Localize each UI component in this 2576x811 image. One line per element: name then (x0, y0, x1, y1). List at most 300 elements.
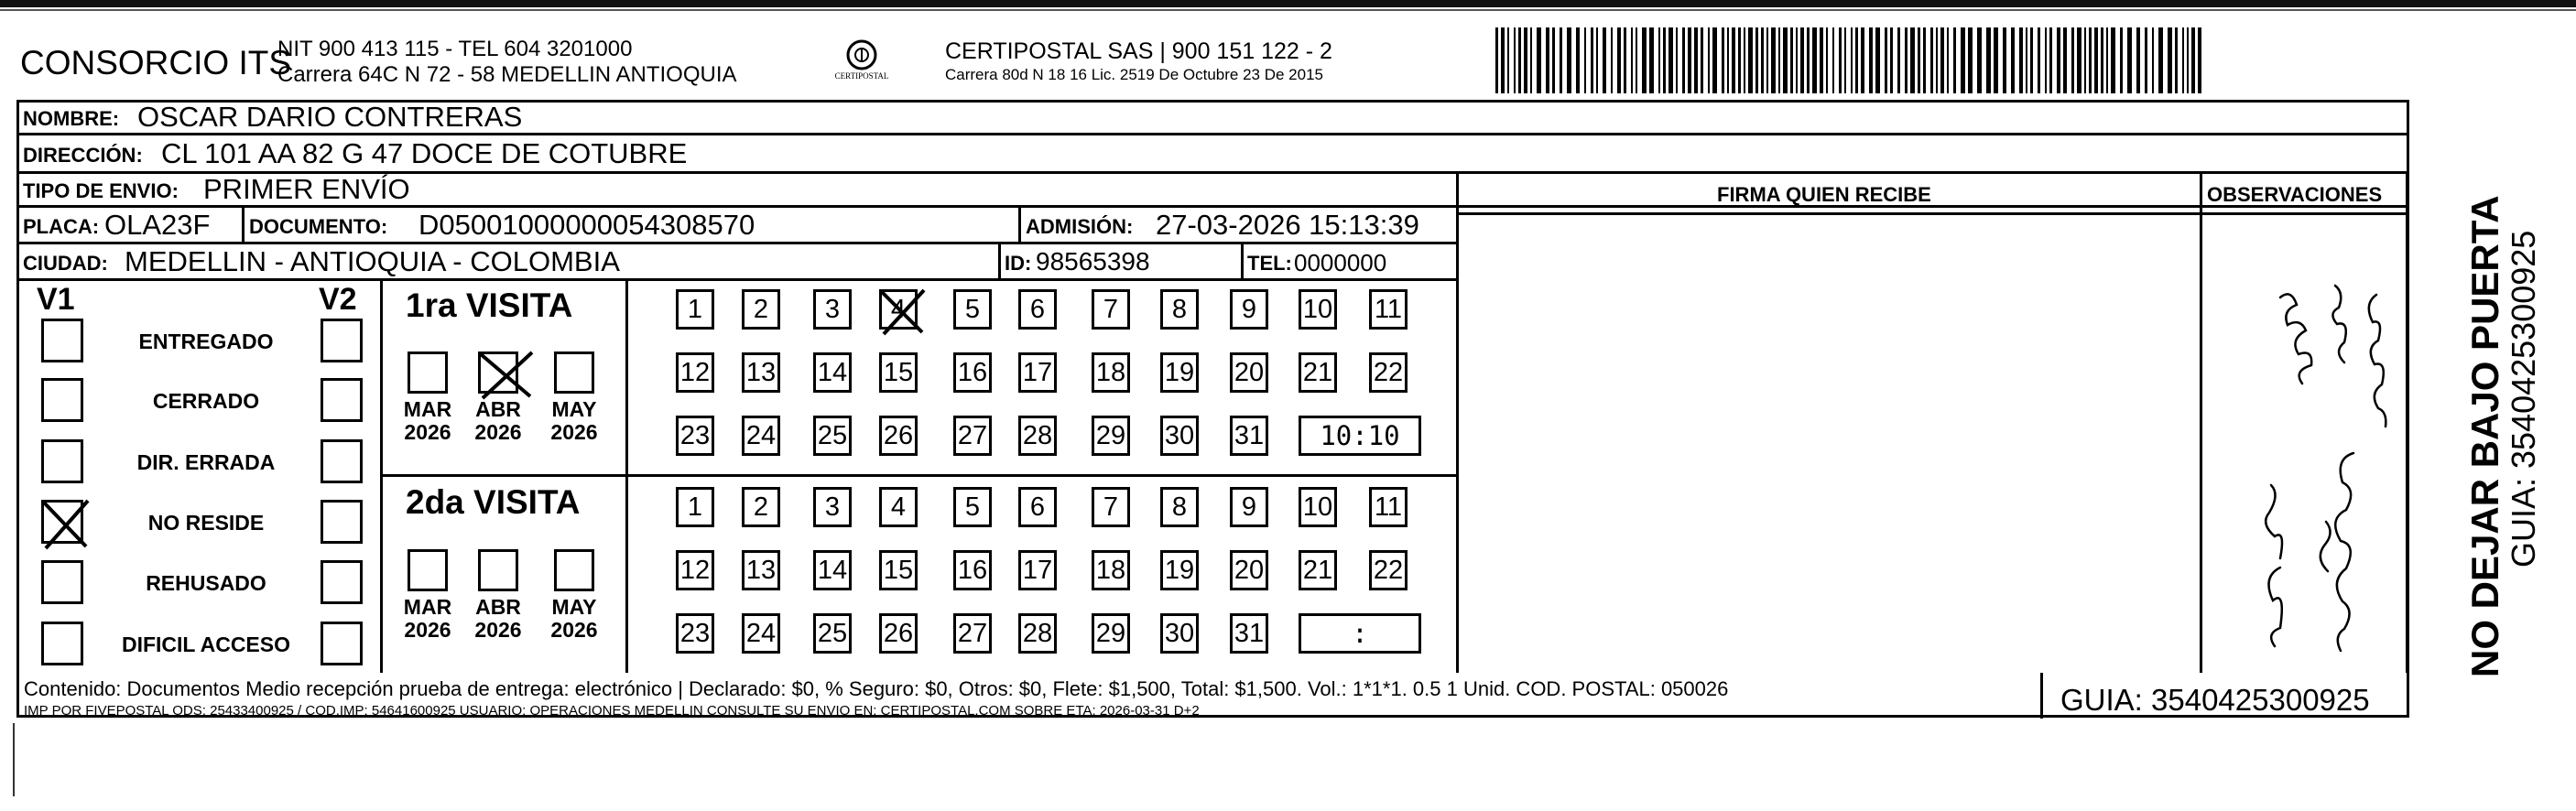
day-box[interactable] (879, 352, 918, 393)
day-box[interactable] (953, 352, 992, 393)
status-label: ENTREGADO (138, 330, 274, 353)
barcode-bar (2101, 27, 2103, 93)
visit2-title: 2da VISITA (406, 483, 581, 521)
day-box[interactable] (1230, 352, 1268, 393)
day-number: 28 (1022, 619, 1053, 648)
checkbox-v1[interactable] (41, 560, 83, 604)
barcode-bar (2049, 27, 2052, 93)
day-number: 8 (1171, 492, 1188, 522)
day-box[interactable] (879, 487, 918, 527)
checkbox-v1[interactable] (41, 500, 83, 544)
barcode-bar (1748, 27, 1753, 93)
checkbox-v1[interactable] (41, 622, 83, 665)
month-checkbox[interactable] (478, 549, 518, 591)
barcode-bar (1663, 27, 1666, 93)
direccion-label: DIRECCIÓN: (23, 144, 143, 167)
barcode-bar (2168, 27, 2172, 93)
day-number: 26 (883, 619, 914, 648)
barcode-bar (1732, 27, 1735, 93)
barcode-bar (1940, 27, 1944, 93)
direccion-value: CL 101 AA 82 G 47 DOCE DE COTUBRE (161, 137, 688, 169)
barcode (1495, 27, 2210, 93)
id-label: ID: (1005, 252, 1032, 275)
day-number: 20 (1234, 556, 1265, 585)
barcode-bar (2011, 27, 2015, 93)
day-box[interactable] (676, 289, 714, 330)
tipo-envio-label: TIPO DE ENVIO: (23, 179, 179, 202)
visit1-title: 1ra VISITA (406, 287, 573, 324)
barcode-bar (1738, 27, 1741, 93)
barcode-bar (1826, 27, 1828, 93)
day-box[interactable] (742, 352, 780, 393)
barcode-bar (1875, 27, 1880, 93)
nombre-label: NOMBRE: (23, 107, 120, 130)
check-x-mark (40, 497, 90, 550)
barcode-bar (1712, 27, 1717, 93)
handwritten-signature (2216, 275, 2399, 668)
day-number: 28 (1022, 421, 1053, 450)
barcode-bar (1936, 27, 1938, 93)
day-number: 22 (1373, 556, 1404, 585)
barcode-bar (2038, 27, 2040, 93)
day-box[interactable] (676, 550, 714, 590)
tel-value: 0000000 (1294, 249, 1387, 276)
day-number: 24 (745, 619, 777, 648)
top-border (0, 0, 2576, 7)
day-box[interactable] (813, 352, 852, 393)
ciudad-value: MEDELLIN - ANTIOQUIA - COLOMBIA (125, 245, 620, 277)
day-number: 18 (1095, 358, 1126, 387)
day-number: 26 (883, 421, 914, 450)
barcode-bar (1890, 27, 1893, 93)
day-box[interactable] (1299, 550, 1337, 590)
day-box[interactable] (879, 289, 918, 330)
day-number: 11 (1374, 295, 1403, 324)
checkbox-v1[interactable] (41, 378, 83, 422)
carrier-line2: Carrera 80d N 18 16 Lic. 2519 De Octubre 23 De 2015 (945, 66, 1323, 83)
day-box[interactable] (879, 613, 918, 654)
day-number: 19 (1164, 358, 1195, 387)
month-checkbox[interactable] (478, 351, 518, 394)
barcode-bar (1897, 27, 1900, 93)
day-number: 9 (1241, 492, 1257, 522)
day-box[interactable] (953, 613, 992, 654)
footer-guia: GUIA: 3540425300925 (2060, 683, 2370, 717)
barcode-bar (1722, 27, 1724, 93)
top-border-thin (0, 9, 2576, 11)
day-number: 18 (1095, 556, 1126, 585)
day-number: 23 (679, 421, 711, 450)
tipo-envio-value: PRIMER ENVÍO (203, 173, 410, 205)
logo-caption: CERTIPOSTAL (834, 71, 889, 81)
documento-label: DOCUMENTO: (249, 215, 388, 238)
day-box[interactable] (676, 487, 714, 527)
barcode-bar (2019, 27, 2023, 93)
day-box[interactable] (1369, 352, 1408, 393)
day-box[interactable] (1299, 352, 1337, 393)
day-box[interactable] (1160, 487, 1199, 527)
day-number: 21 (1302, 358, 1333, 387)
day-box[interactable] (813, 613, 852, 654)
barcode-bar (1560, 27, 1562, 93)
day-box[interactable] (1230, 613, 1268, 654)
month-name: MAR (403, 595, 452, 619)
certipostal-logo (829, 38, 895, 82)
status-label: REHUSADO (146, 571, 266, 595)
day-box[interactable] (1160, 613, 1199, 654)
barcode-bar (2045, 27, 2047, 93)
day-box[interactable] (1230, 550, 1268, 590)
barcode-bar (2003, 27, 2006, 93)
day-number: 10 (1302, 492, 1333, 522)
day-number: 16 (957, 556, 988, 585)
barcode-bar (1771, 27, 1776, 93)
admision-label: ADMISIÓN: (1026, 215, 1134, 238)
day-number: 29 (1095, 619, 1126, 648)
day-box[interactable] (1160, 416, 1199, 456)
placa-label: PLACA: (23, 215, 100, 238)
day-box[interactable] (1018, 416, 1057, 456)
month-label (471, 398, 526, 444)
day-number: 6 (1029, 295, 1046, 324)
day-box[interactable] (1160, 289, 1199, 330)
month-year: 2026 (404, 618, 451, 642)
barcode-bar (2089, 27, 2092, 93)
day-number: 11 (1374, 492, 1403, 522)
day-box[interactable] (953, 289, 992, 330)
month-year: 2026 (404, 420, 451, 444)
barcode-bar (1501, 27, 1505, 93)
day-box[interactable] (1092, 416, 1130, 456)
barcode-bar (1611, 27, 1613, 93)
barcode-bar (1576, 27, 1580, 93)
barcode-bar (1790, 27, 1793, 93)
day-box[interactable] (1230, 289, 1268, 330)
barcode-bar (1676, 27, 1678, 93)
barcode-bar (1567, 27, 1571, 93)
day-number: 6 (1029, 492, 1046, 522)
day-box[interactable] (1299, 487, 1337, 527)
barcode-bar (2084, 27, 2086, 93)
barcode-bar (2175, 27, 2178, 93)
day-number: 19 (1164, 556, 1195, 585)
day-box[interactable] (1092, 352, 1130, 393)
day-box[interactable] (953, 550, 992, 590)
barcode-bar (1546, 27, 1549, 93)
day-box[interactable] (1369, 289, 1408, 330)
barcode-bar (1961, 27, 1965, 93)
day-box[interactable] (1018, 352, 1057, 393)
day-box[interactable] (1018, 487, 1057, 527)
day-box[interactable] (879, 416, 918, 456)
day-number: 7 (1103, 295, 1119, 324)
month-checkbox[interactable] (408, 549, 448, 591)
barcode-bar (1783, 27, 1788, 93)
day-number: 5 (964, 295, 981, 324)
barcode-bar (1947, 27, 1949, 93)
day-box[interactable] (742, 550, 780, 590)
check-x-mark (878, 287, 926, 336)
v1-label: V1 (37, 282, 75, 317)
observaciones-label: OBSERVACIONES (2207, 183, 2383, 206)
admision-value: 27-03-2026 15:13:39 (1156, 209, 1419, 241)
barcode-bar (2111, 27, 2115, 93)
time-value: 10:10 (1320, 420, 1400, 451)
day-number: 23 (679, 619, 711, 648)
barcode-bar (1596, 27, 1598, 93)
ciudad-label: CIUDAD: (23, 252, 108, 275)
barcode-bar (1688, 27, 1691, 93)
barcode-bar (2127, 27, 2132, 93)
day-number: 13 (745, 358, 777, 387)
day-box[interactable] (813, 289, 852, 330)
footer-line1: Contenido: Documentos Medio recepción prueba de entrega: electrónico | Declarado: $0, % Seguro: $0, Otros: $0, Flete: $1,500, Total: $1,500. Vol.: 1*1*1. 0.5 1 Unid. COD. POSTAL: 050026 (24, 677, 1729, 700)
firma-label: FIRMA QUIEN RECIBE (1717, 183, 1931, 206)
day-number: 15 (883, 556, 914, 585)
day-number: 31 (1234, 421, 1265, 450)
barcode-bar (1885, 27, 1887, 93)
day-number: 31 (1234, 619, 1265, 648)
day-number: 27 (957, 421, 988, 450)
barcode-bar (1514, 27, 1516, 93)
barcode-bar (1910, 27, 1915, 93)
barcode-bar (1953, 27, 1956, 93)
documento-value: D05001000000054308570 (418, 209, 755, 241)
day-number: 3 (824, 295, 841, 324)
barcode-bar (1855, 27, 1858, 93)
barcode-bar (1744, 27, 1745, 93)
day-number: 5 (964, 492, 981, 522)
checkbox-v1[interactable] (41, 439, 83, 483)
barcode-bar (2057, 27, 2060, 93)
barcode-bar (1591, 27, 1593, 93)
month-checkbox[interactable] (408, 351, 448, 394)
barcode-bar (1820, 27, 1823, 93)
day-number: 16 (957, 358, 988, 387)
company-name: CONSORCIO ITS (20, 44, 292, 81)
barcode-bar (1552, 27, 1555, 93)
month-name: MAR (403, 397, 452, 421)
day-number: 27 (957, 619, 988, 648)
barcode-bar (2198, 27, 2201, 93)
barcode-bar (1631, 27, 1633, 93)
barcode-bar (1682, 27, 1685, 93)
barcode-bar (1617, 27, 1621, 93)
day-box[interactable] (953, 416, 992, 456)
barcode-bar (1507, 27, 1509, 93)
barcode-bar (1636, 27, 1637, 93)
month-year: 2026 (550, 420, 598, 444)
month-label (400, 398, 455, 444)
barcode-bar (1642, 27, 1647, 93)
day-number: 10 (1302, 295, 1333, 324)
nombre-value: OSCAR DARIO CONTRERAS (137, 101, 523, 133)
checkbox-v2[interactable] (321, 500, 363, 544)
company-line2: Carrera 64C N 72 - 58 MEDELLIN ANTIOQUIA (277, 62, 737, 87)
barcode-bar (1624, 27, 1626, 93)
day-box[interactable] (742, 289, 780, 330)
day-number: 30 (1164, 421, 1195, 450)
barcode-bar (2094, 27, 2098, 93)
day-box[interactable] (742, 613, 780, 654)
barcode-bar (1537, 27, 1541, 93)
day-number: 13 (745, 556, 777, 585)
time-value: : (1352, 618, 1368, 649)
barcode-bar (2158, 27, 2163, 93)
checkbox-v2[interactable] (321, 439, 363, 483)
day-number: 17 (1022, 358, 1053, 387)
barcode-bar (1727, 27, 1729, 93)
barcode-bar (1766, 27, 1768, 93)
month-label (471, 596, 526, 642)
day-number: 3 (824, 492, 841, 522)
barcode-bar (1603, 27, 1606, 93)
barcode-bar (1986, 27, 1991, 93)
day-number: 30 (1164, 619, 1195, 648)
barcode-bar (1800, 27, 1804, 93)
side-warning: NO DEJAR BAJO PUERTA (2463, 195, 2506, 677)
month-name: MAY (551, 595, 597, 619)
barcode-bar (1668, 27, 1673, 93)
tel-label: TEL: (1247, 252, 1292, 275)
day-box[interactable] (1160, 550, 1199, 590)
day-box[interactable] (953, 487, 992, 527)
checkbox-v2[interactable] (321, 378, 363, 422)
barcode-bar (1968, 27, 1973, 93)
day-number: 15 (883, 358, 914, 387)
footer-line2: IMP POR FIVEPOSTAL ODS: 25433400925 / COD.IMP: 54641600925 USUARIO: OPERACIONES MEDELLIN CONSULTE SU ENVIO EN: CERTIPOSTAL.COM SOBRE ETA: 2026-03-31 D+2 (24, 703, 1200, 719)
barcode-bar (2120, 27, 2123, 93)
barcode-bar (1708, 27, 1710, 93)
day-number: 22 (1373, 358, 1404, 387)
day-number: 4 (890, 492, 907, 522)
barcode-bar (1923, 27, 1926, 93)
day-number: 12 (679, 358, 711, 387)
day-number: 21 (1302, 556, 1333, 585)
day-box[interactable] (813, 487, 852, 527)
day-number: 1 (687, 295, 703, 324)
barcode-bar (1918, 27, 1920, 93)
barcode-bar (1905, 27, 1908, 93)
day-number: 8 (1171, 295, 1188, 324)
day-number: 25 (817, 421, 848, 450)
barcode-bar (1658, 27, 1660, 93)
day-box[interactable] (1092, 550, 1130, 590)
barcode-bar (1930, 27, 1933, 93)
checkbox-v2[interactable] (321, 319, 363, 362)
day-box[interactable] (1092, 289, 1130, 330)
day-box[interactable] (1230, 416, 1268, 456)
placa-value: OLA23F (104, 209, 211, 241)
day-box[interactable] (742, 416, 780, 456)
day-box[interactable] (676, 352, 714, 393)
v2-label: V2 (319, 282, 357, 317)
day-box[interactable] (813, 550, 852, 590)
barcode-bar (1977, 27, 1982, 93)
barcode-bar (2063, 27, 2067, 93)
status-label: DIFICIL ACCESO (121, 633, 290, 656)
id-value: 98565398 (1036, 247, 1150, 276)
barcode-bar (1869, 27, 1873, 93)
day-number: 2 (753, 492, 769, 522)
day-box[interactable] (676, 416, 714, 456)
barcode-bar (2182, 27, 2184, 93)
barcode-bar (1844, 27, 1846, 93)
day-box[interactable] (813, 416, 852, 456)
barcode-bar (1584, 27, 1586, 93)
day-number: 12 (679, 556, 711, 585)
barcode-bar (2106, 27, 2108, 93)
month-checkbox[interactable] (554, 351, 594, 394)
barcode-bar (1701, 27, 1703, 93)
day-box[interactable] (1018, 550, 1057, 590)
day-number: 14 (817, 358, 848, 387)
month-name: MAY (551, 397, 597, 421)
status-label: NO RESIDE (147, 511, 265, 535)
day-box[interactable] (1092, 487, 1130, 527)
status-label: CERRADO (152, 389, 260, 413)
barcode-bar (2071, 27, 2074, 93)
time-box[interactable] (1299, 416, 1421, 456)
day-box[interactable] (1018, 613, 1057, 654)
month-name: ABR (475, 595, 521, 619)
day-box[interactable] (879, 550, 918, 590)
barcode-bar (1761, 27, 1764, 93)
day-number: 17 (1022, 556, 1053, 585)
barcode-bar (1812, 27, 1817, 93)
month-label (547, 398, 602, 444)
day-number: 24 (745, 421, 777, 450)
day-number: 4 (890, 295, 907, 324)
barcode-bar (1694, 27, 1698, 93)
day-number: 29 (1095, 421, 1126, 450)
month-year: 2026 (474, 618, 522, 642)
day-box[interactable] (1369, 550, 1408, 590)
day-box[interactable] (1018, 289, 1057, 330)
day-number: 14 (817, 556, 848, 585)
day-box[interactable] (1230, 487, 1268, 527)
barcode-bar (2030, 27, 2033, 93)
side-guia: GUIA: 3540425300925 (2505, 230, 2542, 568)
day-box[interactable] (1092, 613, 1130, 654)
barcode-bar (1807, 27, 1810, 93)
month-label (547, 596, 602, 642)
day-box[interactable] (676, 613, 714, 654)
barcode-bar (1796, 27, 1798, 93)
month-name: ABR (475, 397, 521, 421)
day-box[interactable] (1299, 289, 1337, 330)
check-x-mark (477, 349, 534, 400)
barcode-bar (1495, 27, 1498, 93)
month-label (400, 596, 455, 642)
barcode-bar (1832, 27, 1834, 93)
checkbox-v2[interactable] (321, 560, 363, 604)
checkbox-v1[interactable] (41, 319, 83, 362)
time-box[interactable] (1299, 613, 1421, 654)
day-box[interactable] (1369, 487, 1408, 527)
barcode-bar (1530, 27, 1532, 93)
company-line1: NIT 900 413 115 - TEL 604 3201000 (277, 37, 633, 61)
day-number: 9 (1241, 295, 1257, 324)
day-box[interactable] (1160, 352, 1199, 393)
day-box[interactable] (742, 487, 780, 527)
barcode-bar (2077, 27, 2081, 93)
month-checkbox[interactable] (554, 549, 594, 591)
scan-mark (13, 723, 15, 796)
barcode-bar (1861, 27, 1864, 93)
checkbox-v2[interactable] (321, 622, 363, 665)
barcode-bar (1649, 27, 1654, 93)
